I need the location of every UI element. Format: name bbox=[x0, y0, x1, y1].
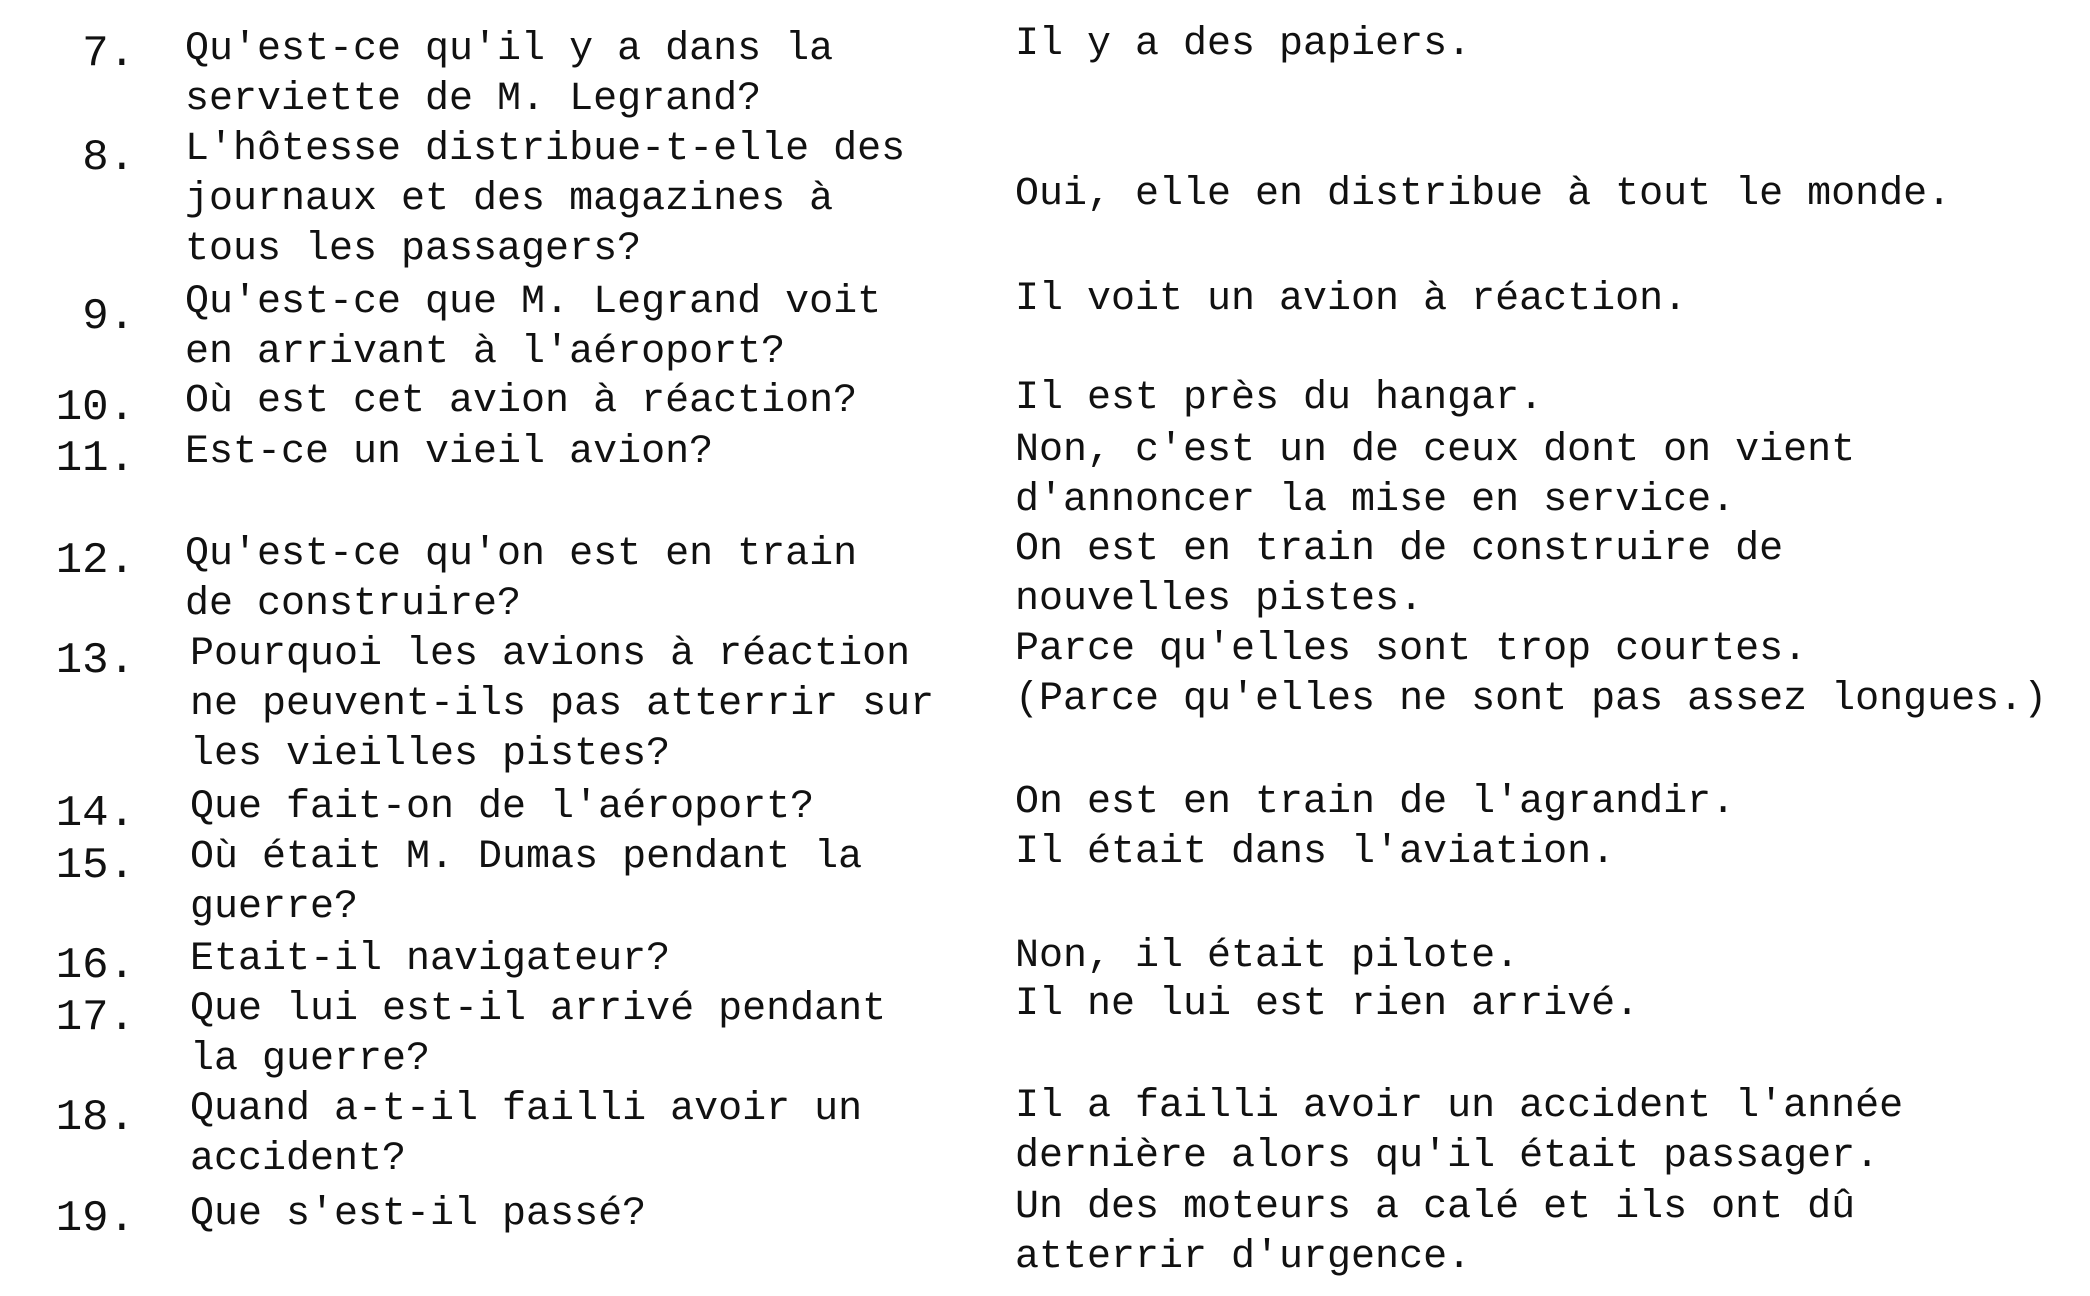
answer-text bbox=[1015, 426, 2075, 526]
question-line: la guerre? bbox=[190, 1037, 431, 1082]
question-text bbox=[190, 833, 990, 933]
item-number: 15. bbox=[55, 841, 135, 891]
question-text bbox=[185, 125, 985, 275]
question-line: tous les passagers? bbox=[185, 227, 642, 272]
item-number: 10. bbox=[55, 383, 135, 433]
answer-line: On est en train de l'agrandir. bbox=[1015, 780, 1736, 825]
answer-line: Il voit un avion à réaction. bbox=[1015, 277, 1688, 322]
question-line: Quand a-t-il failli avoir un bbox=[190, 1087, 863, 1132]
answer-line: Oui, elle en distribue à tout le monde. bbox=[1015, 172, 1952, 217]
answer-line: Un des moteurs a calé et ils ont dû bbox=[1015, 1185, 1856, 1230]
item-number: 12. bbox=[55, 536, 135, 586]
answer-text bbox=[1015, 625, 2075, 725]
answer-line: Il est près du hangar. bbox=[1015, 376, 1544, 421]
item-number: 13. bbox=[55, 636, 135, 686]
question-line: ne peuvent-ils pas atterrir sur bbox=[190, 682, 935, 727]
answer-line: d'annoncer la mise en service. bbox=[1015, 478, 1736, 523]
question-line: guerre? bbox=[190, 885, 359, 930]
question-text bbox=[190, 935, 990, 985]
item-number: 19. bbox=[55, 1194, 135, 1244]
answer-line: Non, c'est un de ceux dont on vient bbox=[1015, 428, 1856, 473]
item-number: 18. bbox=[55, 1093, 135, 1143]
question-line: Pourquoi les avions à réaction bbox=[190, 632, 911, 677]
question-text bbox=[190, 783, 990, 833]
question-line: serviette de M. Legrand? bbox=[185, 77, 762, 122]
question-line: Où était M. Dumas pendant la bbox=[190, 835, 863, 880]
question-line: Que lui est-il arrivé pendant bbox=[190, 987, 887, 1032]
question-text bbox=[190, 985, 990, 1085]
question-line: Qu'est-ce que M. Legrand voit bbox=[185, 280, 882, 325]
question-text bbox=[185, 278, 985, 378]
question-line: les vieilles pistes? bbox=[190, 732, 671, 777]
question-text bbox=[190, 630, 990, 780]
question-line: de construire? bbox=[185, 582, 522, 627]
question-line: accident? bbox=[190, 1137, 407, 1182]
question-text bbox=[185, 530, 985, 630]
item-number: 16. bbox=[55, 941, 135, 991]
answer-line: (Parce qu'elles ne sont pas assez longues.) bbox=[1015, 677, 2048, 722]
answer-text bbox=[1015, 1082, 2075, 1182]
item-number: 8. bbox=[82, 133, 135, 183]
answer-text bbox=[1015, 275, 2075, 325]
question-text bbox=[190, 1190, 990, 1240]
question-line: L'hôtesse distribue-t-elle des bbox=[185, 127, 906, 172]
answer-text bbox=[1015, 170, 2075, 220]
answer-line: Il a failli avoir un accident l'année bbox=[1015, 1084, 1904, 1129]
question-text bbox=[190, 1085, 990, 1185]
question-line: Est-ce un vieil avion? bbox=[185, 430, 714, 475]
answer-line: Parce qu'elles sont trop courtes. bbox=[1015, 627, 1808, 672]
item-number: 9. bbox=[82, 292, 135, 342]
answer-line: Non, il était pilote. bbox=[1015, 934, 1520, 979]
answer-line: On est en train de construire de bbox=[1015, 527, 1784, 572]
answer-text bbox=[1015, 828, 2075, 878]
answer-text bbox=[1015, 1183, 2075, 1283]
item-number: 11. bbox=[55, 434, 135, 484]
question-line: Que s'est-il passé? bbox=[190, 1192, 647, 1237]
answer-text bbox=[1015, 932, 2075, 982]
question-line: en arrivant à l'aéroport? bbox=[185, 330, 786, 375]
item-number: 7. bbox=[82, 29, 135, 79]
question-text bbox=[185, 25, 985, 125]
answer-text bbox=[1015, 374, 2075, 424]
question-line: Où est cet avion à réaction? bbox=[185, 379, 858, 424]
item-number: 17. bbox=[55, 993, 135, 1043]
question-line: Etait-il navigateur? bbox=[190, 937, 671, 982]
answer-text bbox=[1015, 20, 2075, 70]
answer-line: atterrir d'urgence. bbox=[1015, 1235, 1472, 1280]
answer-line: Il y a des papiers. bbox=[1015, 22, 1472, 67]
answer-text bbox=[1015, 778, 2075, 828]
question-line: journaux et des magazines à bbox=[185, 177, 834, 222]
item-number: 14. bbox=[55, 789, 135, 839]
answer-line: nouvelles pistes. bbox=[1015, 577, 1424, 622]
answer-line: dernière alors qu'il était passager. bbox=[1015, 1134, 1880, 1179]
question-text bbox=[185, 377, 985, 427]
answer-text bbox=[1015, 980, 2075, 1030]
answer-line: Il était dans l'aviation. bbox=[1015, 830, 1616, 875]
question-line: Qu'est-ce qu'il y a dans la bbox=[185, 27, 834, 72]
answer-line: Il ne lui est rien arrivé. bbox=[1015, 982, 1640, 1027]
question-line: Qu'est-ce qu'on est en train bbox=[185, 532, 858, 577]
answer-text bbox=[1015, 525, 2075, 625]
question-line: Que fait-on de l'aéroport? bbox=[190, 785, 815, 830]
question-text bbox=[185, 428, 985, 478]
